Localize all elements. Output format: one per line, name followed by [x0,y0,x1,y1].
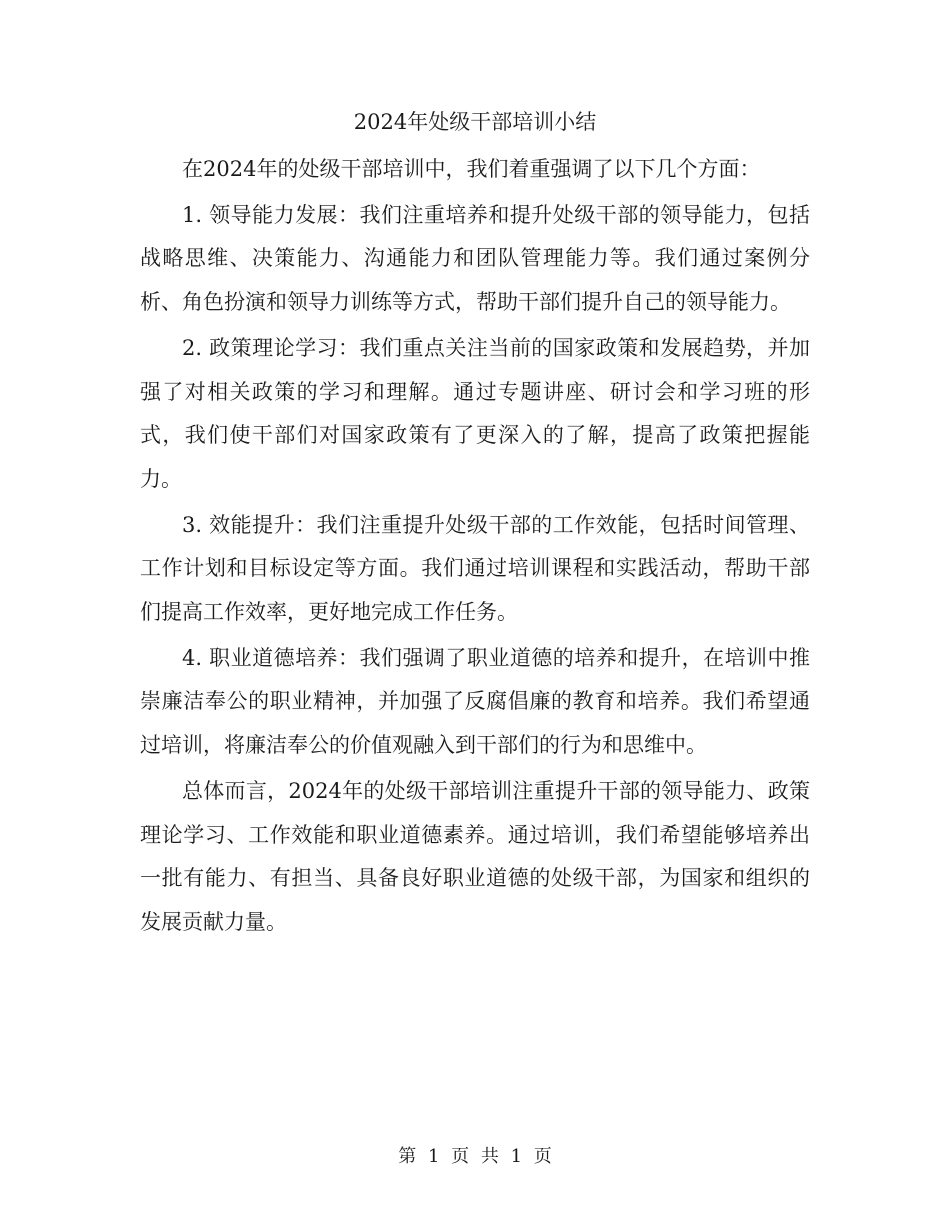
intro-paragraph: 在2024年的处级干部培训中，我们着重强调了以下几个方面： [182,157,761,181]
page-number-footer: 第 1 页 共 1 页 [398,1146,552,1167]
document-body [140,148,810,945]
item-ethics-paragraph: 4. 职业道德培养：我们强调了职业道德的培养和提升，在培训中推崇廉洁奉公的职业精神，并加强了反腐倡廉的教育和培养。我们希望通过培训，将廉洁奉公的价值观融入到干部们的行为和思维中。 [140,645,810,758]
item-efficiency-paragraph: 3. 效能提升：我们注重提升处级干部的工作效能，包括时间管理、工作计划和目标设定等方面。我们通过培训课程和实践活动，帮助干部们提高工作效率，更好地完成工作任务。 [140,512,810,625]
item-leadership-paragraph: 1. 领导能力发展：我们注重培养和提升处级干部的领导能力，包括战略思维、决策能力、沟通能力和团队管理能力等。我们通过案例分析、角色扮演和领导力训练等方式，帮助干部们提升自己的领导能力。 [140,202,810,315]
summary-paragraph: 总体而言，2024年的处级干部培训注重提升干部的领导能力、政策理论学习、工作效能和职业道德素养。通过培训，我们希望能够培养出一批有能力、有担当、具备良好职业道德的处级干部，为国家和组织的发展贡献力量。 [140,778,810,934]
item-policy-paragraph: 2. 政策理论学习：我们重点关注当前的国家政策和发展趋势，并加强了对相关政策的学习和理解。通过专题讲座、研讨会和学习班的形式，我们使干部们对国家政策有了更深入的了解，提高了政策把握能力。 [140,335,810,491]
document-title: 2024年处级干部培训小结 [353,110,597,134]
